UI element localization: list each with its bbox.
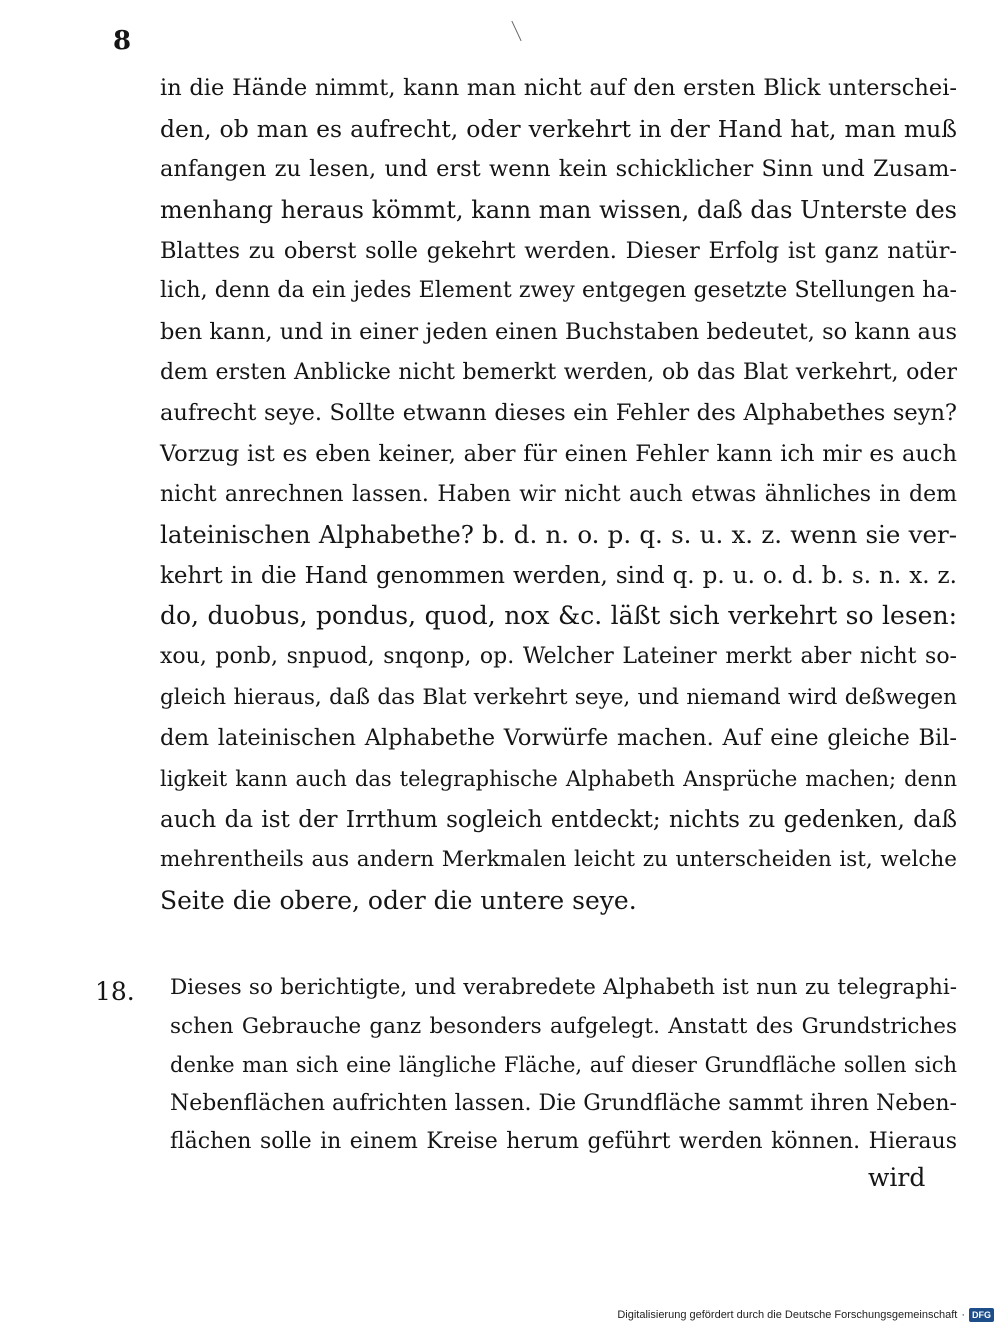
text-line: schen Gebrauche ganz besonders aufgelegt. Anstatt des Grundstriches — [170, 1013, 957, 1039]
text-line: Vorzug ist es eben keiner, aber für einen Fehler kann ich mir es auch — [160, 440, 957, 467]
text-line: anfangen zu lesen, und erst wenn kein schicklicher Sinn und Zusam- — [160, 156, 957, 183]
text-line: Blattes zu oberst solle gekehrt werden. Dieser Erfolg ist ganz natür- — [160, 237, 957, 264]
text-line: lateinischen Alphabethe? b. d. n. o. p. q. s. u. x. z. wenn sie ver- — [160, 520, 957, 550]
text-line: gleich hieraus, daß das Blat verkehrt seye, und niemand wird deßwegen — [160, 684, 957, 710]
text-line: ben kann, und in einer jeden einen Buchstaben bedeutet, so kann aus — [160, 318, 957, 345]
paragraph-18-number: 18. — [95, 977, 135, 1006]
text-line: kehrt in die Hand genommen werden, sind q. p. u. o. d. b. s. n. x. z. — [160, 562, 957, 589]
text-line: auch da ist der Irrthum sogleich entdeckt; nichts zu gedenken, daß — [160, 806, 957, 833]
text-line: dem ersten Anblicke nicht bemerkt werden, ob das Blat verkehrt, oder — [160, 359, 957, 385]
digitization-footer: Digitalisierung gefördert durch die Deutsche Forschungsgemeinschaft · DFG — [617, 1308, 994, 1322]
text-line: Seite die obere, oder die untere seye. — [160, 886, 637, 915]
funding-credit: Digitalisierung gefördert durch die Deutsche Forschungsgemeinschaft — [617, 1309, 958, 1321]
text-line: lich, denn da ein jedes Element zwey entgegen gesetzte Stellungen ha- — [160, 278, 957, 304]
stray-ink-mark — [511, 21, 521, 41]
text-line: denke man sich eine längliche Fläche, auf dieser Grundfläche sollen sich — [170, 1053, 957, 1077]
text-line: mehrentheils aus andern Merkmalen leicht zu unterscheiden ist, welche — [160, 847, 957, 873]
page-number: 8 — [113, 26, 132, 56]
catchword: wird — [868, 1163, 926, 1192]
text-line: menhang heraus kömmt, kann man wissen, daß das Unterste des — [160, 195, 957, 224]
text-line: do, duobus, pondus, quod, nox &c. läßt sich verkehrt so lesen: — [160, 601, 957, 631]
text-line: dem lateinischen Alphabethe Vorwürfe machen. Auf eine gleiche Bil- — [160, 725, 957, 752]
text-line: aufrecht seye. Sollte etwann dieses ein Fehler des Alphabethes seyn? — [160, 400, 957, 427]
text-line: xou, ponb, snpuod, snqonp, op. Welcher Lateiner merkt aber nicht so- — [160, 644, 957, 670]
text-line: nicht anrechnen lassen. Haben wir nicht auch etwas ähnliches in dem — [160, 481, 957, 507]
text-line: Nebenflächen aufrichten lassen. Die Grundfläche sammt ihren Neben- — [170, 1090, 957, 1116]
text-line: den, ob man es aufrecht, oder verkehrt in der Hand hat, man muß — [160, 114, 957, 143]
text-line: flächen solle in einem Kreise herum geführt werden können. Hieraus — [170, 1129, 957, 1154]
dfg-logo-icon: DFG — [969, 1308, 994, 1322]
text-line: in die Hände nimmt, kann man nicht auf den ersten Blick unterschei- — [160, 75, 957, 101]
text-line: Dieses so berichtigte, und verabredete Alphabeth ist nun zu telegraphi- — [170, 975, 957, 1000]
text-line: ligkeit kann auch das telegraphische Alphabeth Ansprüche machen; denn — [160, 767, 957, 792]
